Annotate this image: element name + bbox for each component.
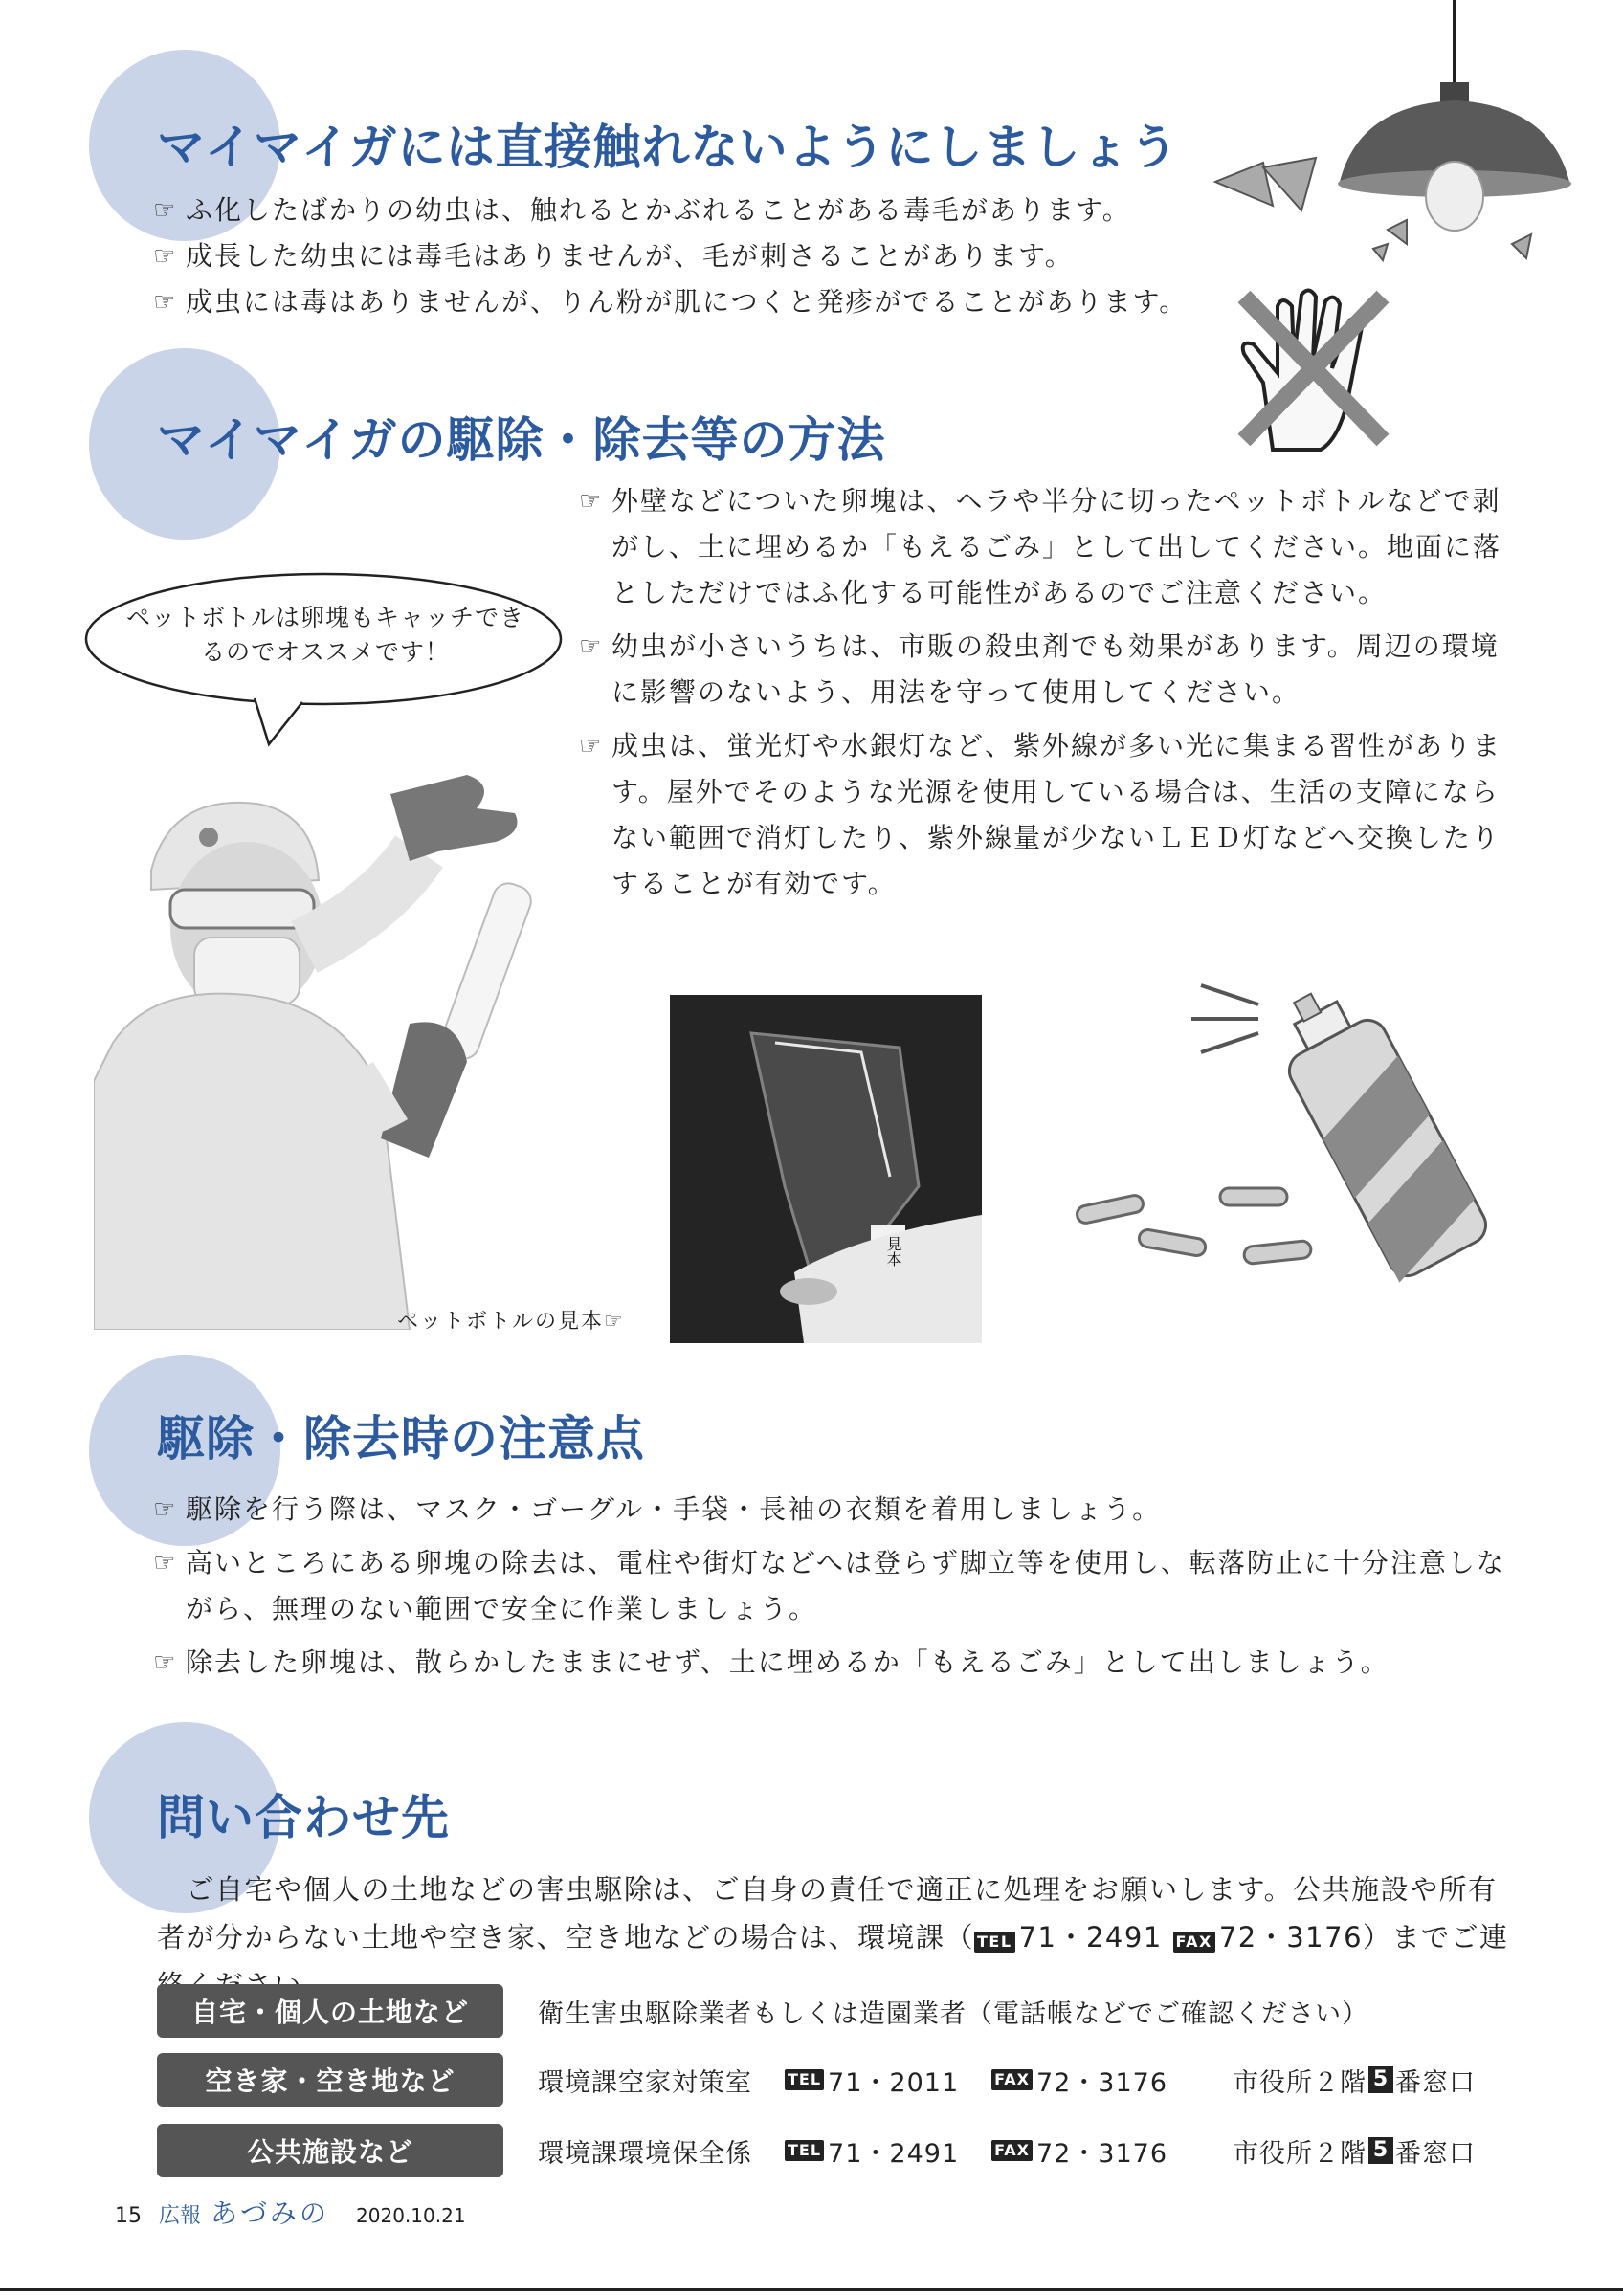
bottle-label-text: 見本 xyxy=(884,1236,902,1267)
contact-text: 衛生害虫駆除業者もしくは造園業者（電話帳などでご確認ください） xyxy=(538,1998,1368,2029)
worker-holding-bottle-photo xyxy=(94,756,572,1330)
section1-list xyxy=(153,188,1254,325)
pointing-hand-icon: ☞ xyxy=(153,1648,178,1677)
section4-heading: 問い合わせ先 xyxy=(157,1790,450,1845)
page-footer xyxy=(115,2193,466,2231)
fax-icon: FAX xyxy=(1173,1932,1215,1953)
list-item: ☞ 成虫には毒はありませんが、りん粉が肌につくと発疹がでることがあります。 xyxy=(153,279,1254,325)
list-item: ☞ 高いところにある卵塊の除去は、電柱や街灯などへは登らず脚立等を使用し、転落防止に十分注意しながら、無理のない範囲で安全に作業しましょう。 xyxy=(153,1540,1512,1632)
contact-row xyxy=(157,2124,1476,2177)
speech-bubble-text: ペットボトルは卵塊もキャッチできるのでオススメです！ xyxy=(125,604,524,666)
section1-heading: マイマイガには直接触れないようにしましょう xyxy=(157,120,1179,175)
window-number-badge: 5 xyxy=(1368,2137,1393,2164)
fax-icon: FAX xyxy=(991,2140,1033,2161)
pointing-hand-icon: ☞ xyxy=(153,288,178,317)
pointing-hand-icon: ☞ xyxy=(579,732,604,761)
pet-bottle-sample-photo xyxy=(670,995,982,1343)
section3-heading: 駆除・除去時の注意点 xyxy=(157,1411,645,1467)
pointing-hand-icon: ☞ xyxy=(153,1495,178,1524)
list-item: ☞ ふ化したばかりの幼虫は、触れるとかぶれることがある毒毛があります。 xyxy=(153,188,1254,233)
section2-list xyxy=(579,478,1509,907)
contact-label: 空き家・空き地など xyxy=(157,2053,503,2107)
window-number-badge: 5 xyxy=(1368,2066,1393,2093)
contact-label: 自宅・個人の土地など xyxy=(157,1984,503,2038)
contact-row xyxy=(157,2053,1476,2107)
pointing-hand-icon: ☞ xyxy=(579,632,604,661)
list-item: ☞ 幼虫が小さいうちは、市販の殺虫剤でも効果があります。周辺の環境に影響のないよう、用法を守って使用してください。 xyxy=(579,624,1509,716)
footer-brand: あづみの xyxy=(211,2197,330,2229)
list-item: ☞ 成虫は、蛍光灯や水銀灯など、紫外線が多い光に集まる習性があります。屋外でそのような光源を使用している場合は、生活の支障にならない範囲で消灯したり、紫外線量が少ないＬＥＤ灯などへ交換したりすることが有効です。 xyxy=(579,723,1509,907)
photo-caption: ペットボトルの見本☞ xyxy=(397,1310,625,1334)
footer-date: 2020.10.21 xyxy=(356,2204,466,2227)
list-item: ☞ 駆除を行う際は、マスク・ゴーグル・手袋・長袖の衣類を着用しましょう。 xyxy=(153,1487,1512,1533)
list-item: ☞ 外壁などについた卵塊は、ヘラや半分に切ったペットボトルなどで剥がし、土に埋めるか「もえるごみ」として出してください。地面に落としただけではふ化する可能性があるのでご注意ください。 xyxy=(579,478,1509,616)
no-touch-hand-icon xyxy=(1225,277,1397,459)
tel-icon: TEL xyxy=(974,1932,1015,1953)
section3-list xyxy=(153,1487,1512,1686)
list-item: ☞ 成長した幼虫には毒毛はありませんが、毛が刺さることがあります。 xyxy=(153,233,1254,279)
section2-heading: マイマイガの駆除・除去等の方法 xyxy=(157,412,886,468)
contact-intro-paragraph: ご自宅や個人の土地などの害虫駆除は、ご自身の責任で適正に処理をお願いします。公共施設や所有者が分からない土地や空き家、空き地などの場合は、環境課（ TEL 71・2491 FAX 72・3176）までご連 xyxy=(157,1873,1509,1954)
pointing-hand-icon: ☞ xyxy=(153,242,178,271)
contact-row xyxy=(157,1984,1368,2038)
tel-icon: TEL xyxy=(785,2140,824,2161)
contact-text: 環境課環境保全係 TEL 71・2491 FAX 72・3176 市役所２階 5 番窓口 xyxy=(538,2138,1477,2169)
bottom-rule xyxy=(0,2288,1623,2291)
contact-label: 公共施設など xyxy=(157,2124,503,2177)
footer-label: 広報 xyxy=(159,2204,202,2228)
contact-text: 環境課空家対策室 TEL 71・2011 FAX 72・3176 市役所２階 5 番窓口 xyxy=(538,2067,1477,2098)
pointing-hand-icon: ☞ xyxy=(579,487,604,516)
insecticide-spray-illustration xyxy=(1067,966,1507,1292)
tel-icon: TEL xyxy=(785,2069,824,2090)
page-number: 15 xyxy=(115,2204,142,2228)
list-item: ☞ 除去した卵塊は、散らかしたままにせず、土に埋めるか「もえるごみ」として出しましょう。 xyxy=(153,1640,1512,1686)
pointing-hand-icon: ☞ xyxy=(153,196,178,225)
pointing-hand-icon: ☞ xyxy=(153,1549,178,1578)
fax-icon: FAX xyxy=(991,2069,1033,2090)
lamp-with-moths-illustration xyxy=(1196,0,1598,287)
